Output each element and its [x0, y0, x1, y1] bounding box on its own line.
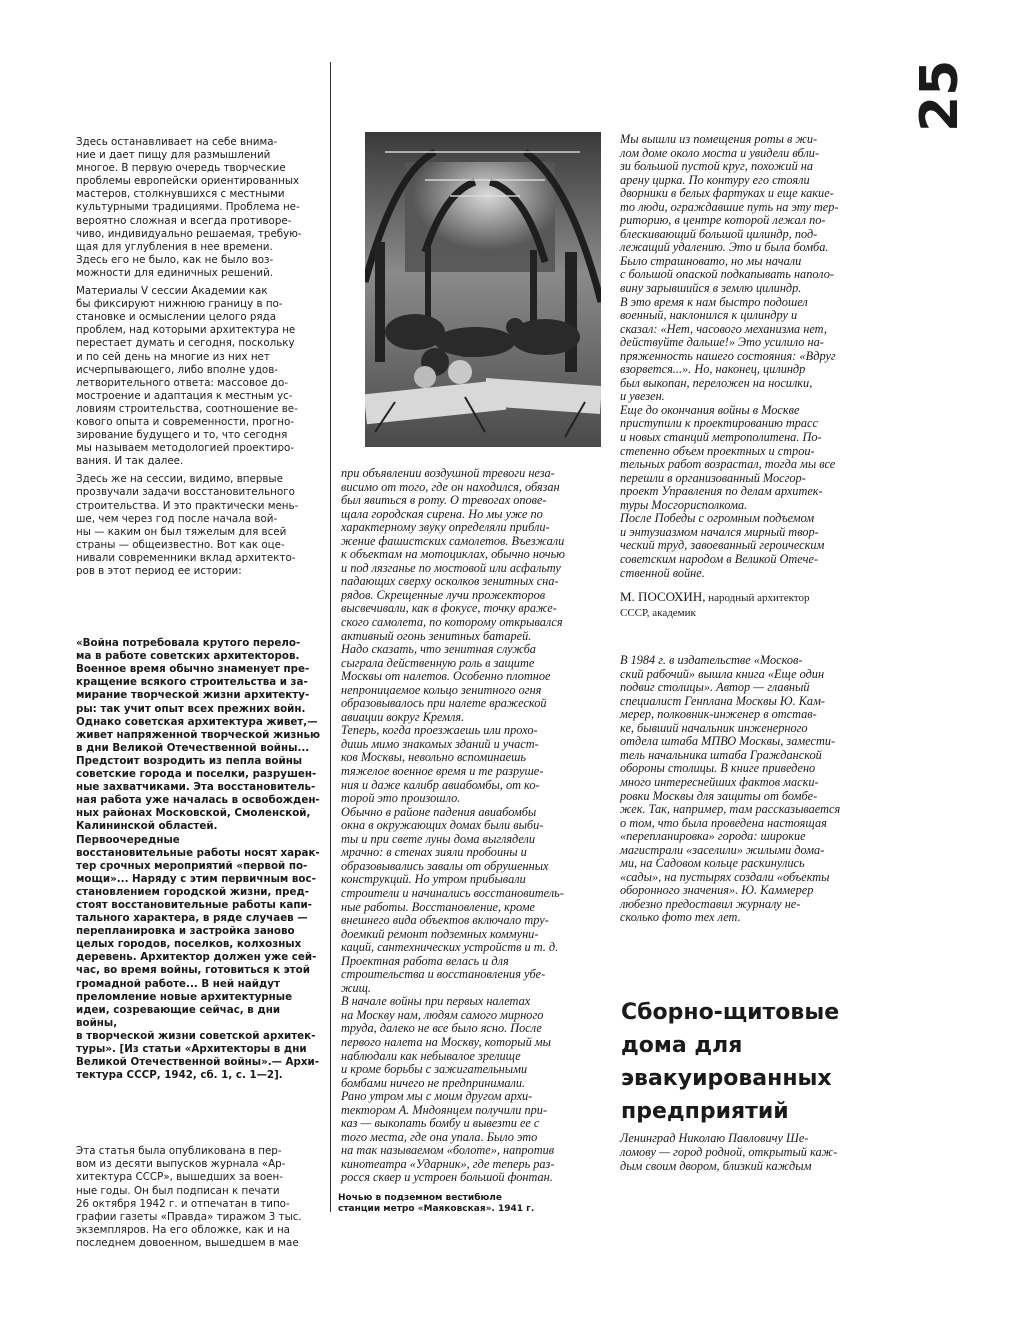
heading-lead	[620, 1131, 870, 1173]
paragraph: Рано утром мы с моим другом архи- тектором А. Мндоянцем получили при- каз — выкопать бомбу и вывезти ее с того места, где она упала. Было это на так называемом «болоте», напротив кинотеатра «Ударник», где теперь раз- росся сквер и устроен большой фонтан.	[341, 1089, 555, 1185]
signature-title: народный архитектор СССР, академик	[620, 592, 810, 620]
column-3	[620, 133, 870, 925]
column-divider	[330, 62, 331, 1212]
article-heading: Сборно-щитовые дома для эвакуированных предприятий	[621, 1000, 840, 1124]
photo-caption: Ночью в подземном вестибюле станции метро «Маяковская». 1941 г.	[338, 1193, 535, 1214]
quote-block: «Война потребовала крутого перело- ма в работе советских архитекторов. Военное время обычно знаменует пре- кращение всякого строительства и за- мирание творческой жизни архитекту- ры: так учит опыт всех прежних войн. Однако советская архитектура живет,— живет напряженной творческой жизнью в дни Великой Отечественной войны... Предстоит возродить из пепла войны советские города и поселки, разрушен- ные захватчиками. Эта восстановитель- ная работа уже началась в освобожден- ных районах Московской, Смоленской, Калининской областей. Первоочередные восстановительные работы носят харак- тер срочных мероприятий «первой по- мощи»... Наряду с этим первичным вос- становлением городской жизни, пред- стоят восстановительные работы капи- тального характера, в ряде случаев — перепланировка и застройка заново целых городов, поселков, колхозных деревень. Архитектор должен уже сей- час, во время войны, готовиться к этой громадной работе... В ней найдут преломление новые архитектурные идеи, созревающие сейчас, в дни войны, в творческой жизни советской архитек- туры». [Из статьи «Архитекторы в дни Великой Отечественной войны».— Архи- тектура СССР, 1942, сб. 1, с. 1—2].	[76, 637, 321, 1082]
paragraph: при объявлении воздушной тревоги неза- висимо от того, где он находился, обязан был явиться в роту. О тревогах опове- щала городская сирена. Но мы уже по характерному звуку определяли прибли- жение фашистских самолетов. Въезжали к объектам на мотоциклах, обычно ночью и под лязганье по мостовой или асфальту падающих сверху осколков зенитных сна- рядов. Скрещенные лучи прожекторов высвечивали, как в фокусе, точку враже- ского самолета, по которому открывался активный огонь зенитных батарей.	[341, 466, 565, 643]
intro-paragraph: Здесь останавливает на себе внима- ние и дает пищу для размышлений многое. В первую очередь творческие проблемы европейски ориентированных мастеров, столкнувшихся с местными культурными традициями. Проблема не- вероятно сложная и всегда противоре- чиво, индивидуально решаемая, требую- щая для углубления в нее времени. Здесь его не было, как не было воз- можности для единичных решений.	[76, 136, 302, 279]
paragraph: Теперь, когда проезжаешь или прохо- дишь мимо знакомых зданий и участ- ков Москвы, невольно вспоминаешь тяжелое военное время и те разруше- ния и даже калибр авиабомбы, от ко- торой это произошло.	[341, 723, 544, 806]
book-note-paragraph: В 1984 г. в издательстве «Москов- ский рабочий» вышла книга «Еще один подвиг столицы». Автор — главный специалист Генплана Москвы Ю. Кам- мерер, полковник-инженер в отстав- ке, бывший начальник инженерного отдела штаба МПВО Москвы, замести- тель начальника штаба Гражданской обороны столицы. В книге приведено много интереснейших фактов маски- ровки Москвы для защиты от бомбе- жек. Так, например, там рассказывается о том, что была проведена настоящая «перепланировка» города: широкие магистрали «заселили» жилыми дома- ми, на Садовом кольце раскинулись «сады», на пустырях создали «объекты оборонного значения». Ю. Каммерер любезно предоставил журналу не- сколько фото тех лет.	[620, 653, 841, 925]
column-1	[76, 136, 322, 1250]
paragraph: Здесь же на сессии, видимо, впервые прозвучали задачи восстановительного строительства. И это практически мень- ше, чем через год после начала вой- ны — каким он был тяжелым для всей страны — общеизвестно. Вот как оце- нивали современники вклад архитекто- ров в этот период ее истории:	[76, 473, 299, 577]
paragraph: Проектная работа велась и для строительства и восстановления убе- жищ.	[341, 953, 546, 995]
paragraph: Материалы V сессии Академии как бы фиксируют нижнюю границу в по- становке и осмыслении целого ряда проблем, над которыми архитектура не перестает думать и сегодня, поскольку и по сей день на многие из них нет исчерпывающего, либо вполне удов- летворительного ответа: массовое до- мостроение и адаптация к местным ус- ловиям строительства, соотношение ве- кового опыта и современности, прогно- зирование будущего и то, что сегодня мы называем методологией проектиро- вания. И так далее.	[76, 285, 298, 468]
column-2	[341, 467, 591, 1185]
lead-paragraph: Ленинград Николаю Павловичу Ше- ломову — город родной, открытый каж- дым своим двором, близкий каждым	[620, 1131, 838, 1173]
paragraph: Обычно в районе падения авиабомбы окна в окружающих домах были выби- ты и при свете луны дома выглядели мрачно: в стенах зияли пробоины и образовывались завалы от обрушенных конструкций. Но утром прибывали строители и начинались восстановитель- ные работы. Восстановление, кроме внешнего вида объектов включало тру- доемкий ремонт подземных коммуни- каций, сантехнических устройств и т. д.	[341, 804, 564, 955]
paragraph: Надо сказать, что зенитная служба сыграла действенную роль в защите Москвы от налетов. Особенно плотное непроницаемое кольцо зенитного огня образовывалось при налете вражеской авиации вокруг Кремля.	[341, 642, 551, 724]
paragraph: Еще до окончания войны в Москве приступили к проектированию трасс и новых станций метрополитена. По- степенно объем проектных и строи- тельных работ возрастал, тогда мы все перешли в организованный Мосгор- проект Управления по делам архитек- туры Мосгорисполкома.	[620, 402, 836, 512]
svg-text:25: 25	[910, 60, 970, 132]
paragraph: Было страшновато, но мы начали с большой опаской подкапывать наполо- вину зарывшийся в землю цилиндр. В это время к нам быстро подошел военный, наклонился к цилиндру и сказал: «Нет, часового механизма нет, действуйте дальше!» Это усилило на- пряженность нашего состояния: «Вдруг взорвется...». Но, наконец, цилиндр был выкопан, переложен на носилки, и увезен.	[620, 253, 836, 404]
paragraph: В начале войны при первых налетах на Москву нам, людям самого мирного труда, далеко не все было ясно. После первого налета на Москву, который мы наблюдали как небывалое зрелище и кроме борьбы с зажигательными бомбами ничего не предпринимали.	[341, 994, 551, 1090]
paragraph: Эта статья была опубликована в пер- вом из десяти выпусков журнала «Ар- хитектура СССР», вышедших за воен- ные годы. Он был подписан к печати 26 октября 1942 г. и отпечатан в типо- графии газеты «Правда» тиражом 3 тыс. экземпляров. На его обложке, как и на последнем довоенном, вышедшем в мае	[76, 1145, 302, 1249]
page-number	[905, 60, 975, 140]
signature-name: М. ПОСОХИН,	[620, 589, 706, 605]
paragraph: После Победы с огромным подъемом и энтузиазмом начался мирный твор- ческий труд, завоеванный героическим советским народом в Великой Отече- ственной войне.	[620, 511, 825, 580]
photo-metro-station	[365, 132, 601, 447]
paragraph: Мы вышли из помещения роты в жи- лом доме около моста и увидели вбли- зи большой пустой круг, похожий на арену цирка. По контуру его стояли дворники в белых фартуках и еще какие- то люди, ограждавшие путь на эту тер- риторию, в центре которой лежал по- блескивающий большой цилиндр, под- лежащий удалению. Это и была бомба.	[620, 132, 839, 255]
signature	[620, 590, 870, 620]
